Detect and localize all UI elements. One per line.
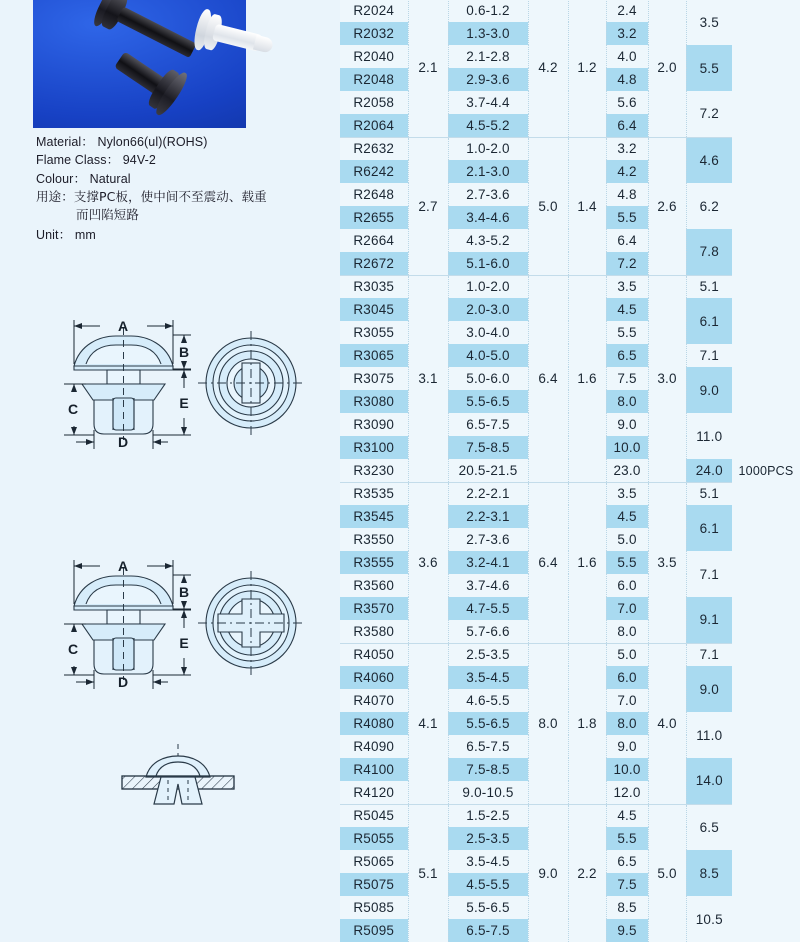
cell-range: 3.5-4.5 <box>448 666 528 689</box>
cell-dim-f: 3.5 <box>648 482 686 643</box>
cell-range: 5.5-6.5 <box>448 896 528 919</box>
cell-part-number: R6242 <box>340 160 408 183</box>
cell-part-number: R3560 <box>340 574 408 597</box>
cell-dim-e: 9.0 <box>606 735 648 758</box>
cell-dim-c: 9.0 <box>528 804 568 942</box>
cell-dim-c: 6.4 <box>528 275 568 482</box>
cell-range: 9.0-10.5 <box>448 781 528 804</box>
cell-dim-g: 24.0 <box>686 459 732 482</box>
cell-dim-d: 2.2 <box>568 804 606 942</box>
cell-part-number: R5085 <box>340 896 408 919</box>
product-info-panel <box>0 0 340 800</box>
cell-dim-f: 3.0 <box>648 275 686 482</box>
cell-dim-e: 10.0 <box>606 758 648 781</box>
cell-dim-d: 1.2 <box>568 0 606 137</box>
cell-dim-e: 5.5 <box>606 321 648 344</box>
cell-dim-e: 3.5 <box>606 275 648 298</box>
cell-range: 3.7-4.4 <box>448 91 528 114</box>
cell-dim-e: 6.5 <box>606 344 648 367</box>
cell-dim-g: 6.5 <box>686 804 732 850</box>
cell-dim-a: 2.1 <box>408 0 448 137</box>
cell-dim-e: 5.0 <box>606 643 648 666</box>
dimension-table-panel <box>340 0 800 938</box>
cell-dim-e: 7.0 <box>606 597 648 620</box>
cell-dim-e: 6.4 <box>606 114 648 137</box>
cell-dim-g: 5.5 <box>686 45 732 91</box>
cell-dim-e: 5.0 <box>606 528 648 551</box>
dimension-table <box>340 0 800 942</box>
cell-part-number: R4080 <box>340 712 408 735</box>
cell-dim-a: 3.1 <box>408 275 448 482</box>
cell-part-number: R2672 <box>340 252 408 275</box>
cell-packing: 1000PCS <box>732 0 800 942</box>
dim-label-B-2: B <box>178 584 190 600</box>
cell-dim-e: 4.8 <box>606 68 648 91</box>
cell-range: 2.5-3.5 <box>448 827 528 850</box>
dim-label-D-2: D <box>117 674 129 690</box>
cell-dim-g: 7.1 <box>686 344 732 367</box>
cell-range: 2.7-3.6 <box>448 528 528 551</box>
cell-dim-g: 11.0 <box>686 712 732 758</box>
cell-part-number: R3545 <box>340 505 408 528</box>
cell-dim-g: 7.1 <box>686 551 732 597</box>
cell-part-number: R2024 <box>340 0 408 22</box>
spec-flame-value: 94V-2 <box>122 153 156 168</box>
cell-range: 5.7-6.6 <box>448 620 528 643</box>
spec-material-value: Nylon66(ul)(ROHS) <box>97 135 208 149</box>
cell-part-number: R4100 <box>340 758 408 781</box>
dim-label-D: D <box>117 434 129 450</box>
spec-unit <box>36 226 326 244</box>
cell-range: 3.0-4.0 <box>448 321 528 344</box>
table-row <box>340 0 800 22</box>
table-row <box>340 137 800 160</box>
cell-dim-e: 6.0 <box>606 574 648 597</box>
spec-flame-sep: ： <box>106 153 120 168</box>
cell-part-number: R3045 <box>340 298 408 321</box>
cell-range: 5.0-6.0 <box>448 367 528 390</box>
cell-range: 4.6-5.5 <box>448 689 528 712</box>
cell-part-number: R2632 <box>340 137 408 160</box>
cell-dim-a: 2.7 <box>408 137 448 275</box>
cell-dim-g: 5.1 <box>686 275 732 298</box>
cell-dim-g: 3.5 <box>686 0 732 45</box>
cell-dim-a: 4.1 <box>408 643 448 804</box>
cell-dim-a: 3.6 <box>408 482 448 643</box>
cell-part-number: R4060 <box>340 666 408 689</box>
cell-part-number: R3035 <box>340 275 408 298</box>
cell-range: 3.5-4.5 <box>448 850 528 873</box>
cell-dim-g: 4.6 <box>686 137 732 183</box>
cell-range: 7.5-8.5 <box>448 436 528 459</box>
spec-unit-value: mm <box>74 228 96 243</box>
cell-dim-e: 3.2 <box>606 137 648 160</box>
cell-dim-e: 6.5 <box>606 850 648 873</box>
cell-dim-e: 4.2 <box>606 160 648 183</box>
cell-dim-c: 4.2 <box>528 0 568 137</box>
spec-flame-label: Flame Class <box>36 153 107 168</box>
cell-dim-e: 4.5 <box>606 298 648 321</box>
cell-dim-e: 6.4 <box>606 229 648 252</box>
cell-range: 1.5-2.5 <box>448 804 528 827</box>
cell-dim-e: 23.0 <box>606 459 648 482</box>
cell-dim-e: 8.0 <box>606 390 648 413</box>
spec-colour-value: Natural <box>89 171 131 186</box>
dim-label-E: E <box>179 395 189 411</box>
cell-part-number: R3055 <box>340 321 408 344</box>
spec-colour-label: Colour <box>36 171 74 186</box>
cell-part-number: R2655 <box>340 206 408 229</box>
cell-dim-e: 4.0 <box>606 45 648 68</box>
cell-dim-e: 9.0 <box>606 413 648 436</box>
cell-range: 2.9-3.6 <box>448 68 528 91</box>
cell-dim-a: 5.1 <box>408 804 448 942</box>
drawing-cross-head <box>28 546 318 706</box>
drawing-round-head <box>28 306 318 466</box>
table-row <box>340 804 800 827</box>
cell-part-number: R3100 <box>340 436 408 459</box>
cell-range: 1.0-2.0 <box>448 137 528 160</box>
cell-dim-e: 8.5 <box>606 896 648 919</box>
cell-dim-e: 10.0 <box>606 436 648 459</box>
cell-range: 1.0-2.0 <box>448 275 528 298</box>
cell-range: 6.5-7.5 <box>448 919 528 942</box>
cell-part-number: R3535 <box>340 482 408 505</box>
spec-usage-sep: ： <box>61 188 74 204</box>
spec-flame-class <box>36 151 326 169</box>
spec-colour-sep: ： <box>73 171 87 186</box>
cell-dim-e: 6.0 <box>606 666 648 689</box>
cell-range: 7.5-8.5 <box>448 758 528 781</box>
cell-dim-c: 6.4 <box>528 482 568 643</box>
cell-range: 2.0-3.0 <box>448 298 528 321</box>
cell-dim-g: 10.5 <box>686 896 732 942</box>
cell-range: 2.1-3.0 <box>448 160 528 183</box>
cell-part-number: R4050 <box>340 643 408 666</box>
cell-dim-g: 8.5 <box>686 850 732 896</box>
cell-range: 5.1-6.0 <box>448 252 528 275</box>
cell-dim-e: 2.4 <box>606 0 648 22</box>
cell-part-number: R5065 <box>340 850 408 873</box>
cell-part-number: R3570 <box>340 597 408 620</box>
cell-part-number: R3080 <box>340 390 408 413</box>
cell-dim-g: 7.1 <box>686 643 732 666</box>
cell-range: 4.7-5.5 <box>448 597 528 620</box>
table-row <box>340 643 800 666</box>
cell-dim-f: 4.0 <box>648 643 686 804</box>
cell-dim-e: 4.5 <box>606 804 648 827</box>
cell-part-number: R2032 <box>340 22 408 45</box>
specification-list <box>36 133 326 245</box>
spec-material-sep: ： <box>81 135 94 149</box>
cell-dim-e: 7.2 <box>606 252 648 275</box>
dim-label-C: C <box>67 401 79 417</box>
table-row <box>340 482 800 505</box>
cell-dim-g: 6.2 <box>686 183 732 229</box>
cell-part-number: R2648 <box>340 183 408 206</box>
cell-range: 5.5-6.5 <box>448 712 528 735</box>
cell-part-number: R5075 <box>340 873 408 896</box>
cell-part-number: R5045 <box>340 804 408 827</box>
spec-usage-cont-value: 而凹陷短路 <box>76 207 140 223</box>
cell-range: 2.1-2.8 <box>448 45 528 68</box>
cell-dim-e: 8.0 <box>606 620 648 643</box>
cell-part-number: R2040 <box>340 45 408 68</box>
cell-dim-g: 9.0 <box>686 367 732 413</box>
cell-dim-g: 6.1 <box>686 505 732 551</box>
cell-part-number: R4090 <box>340 735 408 758</box>
cell-dim-g: 9.1 <box>686 597 732 643</box>
spec-material-label: Material <box>36 135 82 149</box>
cell-dim-g: 11.0 <box>686 413 732 459</box>
cell-dim-e: 3.2 <box>606 22 648 45</box>
cell-range: 0.6-1.2 <box>448 0 528 22</box>
spec-usage-value: 支撑PC板，使中间不至震动、载重 <box>73 188 267 204</box>
cell-range: 6.5-7.5 <box>448 413 528 436</box>
dim-label-A-2: A <box>117 558 129 574</box>
spec-usage <box>36 188 326 206</box>
cell-range: 3.4-4.6 <box>448 206 528 229</box>
cell-dim-f: 2.6 <box>648 137 686 275</box>
dim-label-A: A <box>117 318 129 334</box>
cell-range: 20.5-21.5 <box>448 459 528 482</box>
cell-dim-e: 9.5 <box>606 919 648 942</box>
cell-dim-c: 8.0 <box>528 643 568 804</box>
cell-dim-e: 5.5 <box>606 206 648 229</box>
cell-range: 3.2-4.1 <box>448 551 528 574</box>
cell-dim-e: 7.5 <box>606 873 648 896</box>
cell-range: 4.5-5.2 <box>448 114 528 137</box>
product-photo <box>33 0 246 128</box>
rivet-white <box>180 4 275 71</box>
cell-dim-f: 2.0 <box>648 0 686 137</box>
cell-part-number: R3555 <box>340 551 408 574</box>
cell-range: 2.7-3.6 <box>448 183 528 206</box>
cell-range: 2.2-3.1 <box>448 505 528 528</box>
cell-part-number: R2048 <box>340 68 408 91</box>
cell-dim-d: 1.6 <box>568 275 606 482</box>
cell-range: 1.3-3.0 <box>448 22 528 45</box>
cell-dim-g: 7.8 <box>686 229 732 275</box>
cell-dim-g: 6.1 <box>686 298 732 344</box>
cell-dim-g: 14.0 <box>686 758 732 804</box>
cell-part-number: R5055 <box>340 827 408 850</box>
cell-dim-d: 1.8 <box>568 643 606 804</box>
cell-part-number: R3550 <box>340 528 408 551</box>
cell-range: 5.5-6.5 <box>448 390 528 413</box>
cell-dim-e: 7.5 <box>606 367 648 390</box>
cell-part-number: R2064 <box>340 114 408 137</box>
cell-range: 4.5-5.5 <box>448 873 528 896</box>
table-row <box>340 275 800 298</box>
spec-usage-cont <box>36 206 326 224</box>
cell-part-number: R4120 <box>340 781 408 804</box>
cell-dim-f: 5.0 <box>648 804 686 942</box>
cell-dim-c: 5.0 <box>528 137 568 275</box>
cell-range: 4.3-5.2 <box>448 229 528 252</box>
cell-range: 3.7-4.6 <box>448 574 528 597</box>
cell-dim-d: 1.4 <box>568 137 606 275</box>
cell-dim-e: 7.0 <box>606 689 648 712</box>
cell-range: 2.5-3.5 <box>448 643 528 666</box>
cell-dim-g: 9.0 <box>686 666 732 712</box>
cell-part-number: R3065 <box>340 344 408 367</box>
cell-dim-e: 4.8 <box>606 183 648 206</box>
cell-part-number: R3090 <box>340 413 408 436</box>
cell-range: 2.2-2.1 <box>448 482 528 505</box>
cell-part-number: R5095 <box>340 919 408 942</box>
spec-colour <box>36 170 326 188</box>
dim-label-B: B <box>178 344 190 360</box>
drawing-installation <box>58 744 298 804</box>
cell-part-number: R2058 <box>340 91 408 114</box>
spec-unit-label: Unit <box>36 228 59 243</box>
cell-part-number: R4070 <box>340 689 408 712</box>
cell-part-number: R3580 <box>340 620 408 643</box>
cell-range: 4.0-5.0 <box>448 344 528 367</box>
cell-dim-e: 4.5 <box>606 505 648 528</box>
dim-label-E-2: E <box>179 635 189 651</box>
cell-dim-e: 8.0 <box>606 712 648 735</box>
cell-dim-d: 1.6 <box>568 482 606 643</box>
dim-label-C-2: C <box>67 641 79 657</box>
spec-usage-label: 用途 <box>36 188 62 204</box>
cell-dim-e: 5.5 <box>606 827 648 850</box>
cell-dim-e: 5.6 <box>606 91 648 114</box>
cell-dim-e: 3.5 <box>606 482 648 505</box>
spec-unit-sep: ： <box>58 228 72 243</box>
cell-part-number: R3230 <box>340 459 408 482</box>
cell-dim-g: 5.1 <box>686 482 732 505</box>
cell-dim-e: 12.0 <box>606 781 648 804</box>
cell-dim-e: 5.5 <box>606 551 648 574</box>
cell-range: 6.5-7.5 <box>448 735 528 758</box>
cell-part-number: R3075 <box>340 367 408 390</box>
cell-part-number: R2664 <box>340 229 408 252</box>
cell-dim-g: 7.2 <box>686 91 732 137</box>
spec-material <box>36 133 326 151</box>
